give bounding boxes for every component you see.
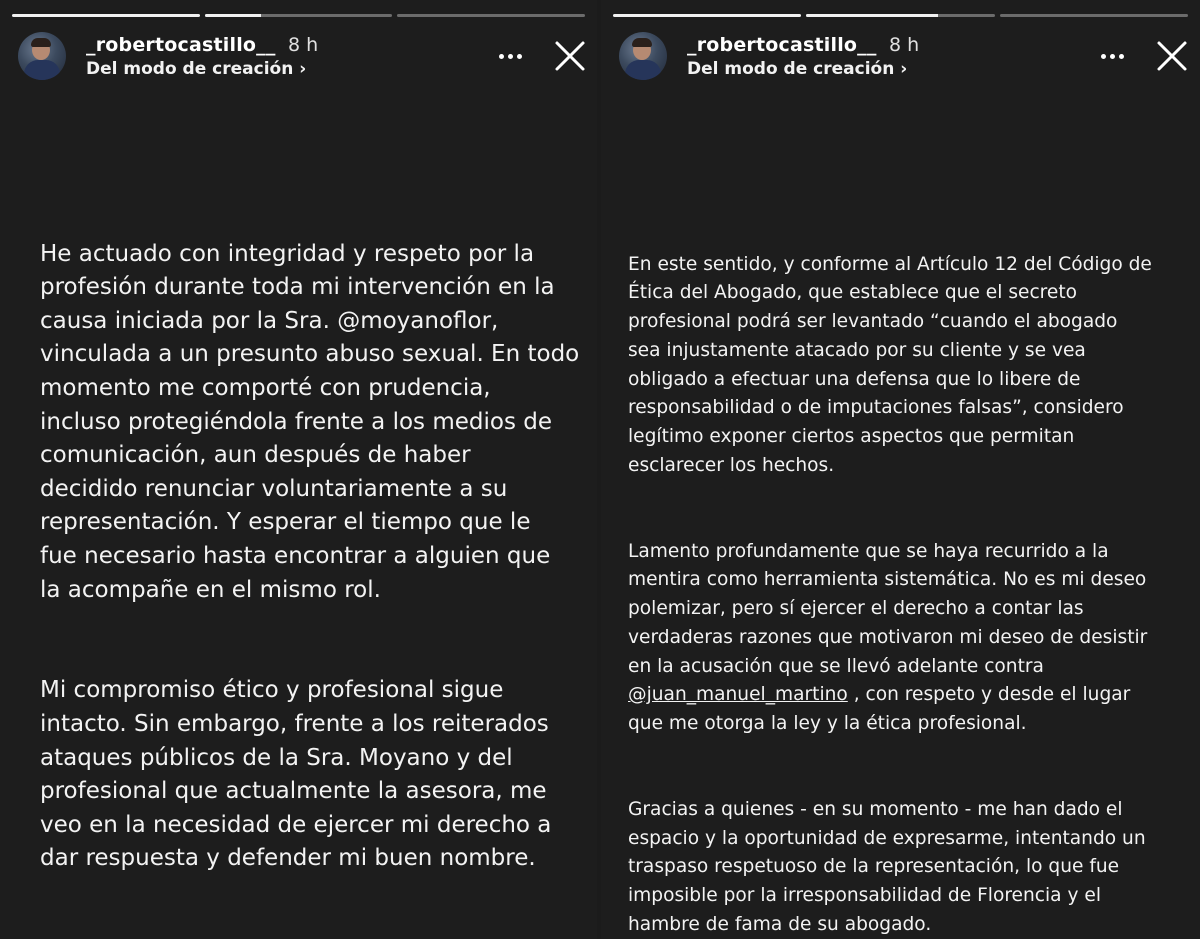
- paragraph: Mi compromiso ético y profesional sigue intacto. Sin embargo, frente a los reiterados ataques públicos de la Sra. Moyano y del profesional que actualmente la asesora, me veo en la necesidad de ejercer mi derecho a dar respuesta y defender mi buen nombre.: [40, 677, 552, 872]
- paragraph: [628, 538, 1193, 739]
- story-text: [40, 204, 580, 909]
- story-text: [628, 222, 1193, 939]
- story-progress-bar: [613, 14, 1188, 17]
- post-time: 8 h: [288, 34, 319, 56]
- paragraph: En este sentido, y conforme al Artículo 12 del Código de Ética del Abogado, que establece que el secreto profesional podrá ser levantado “cuando el abogado sea injustamente atacado por su cliente y se vea obligado a efectuar una defensa que lo libere de responsabilidad o de imputaciones falsas”, considero legítimo exponer ciertos aspectos que permitan esclarecer los hechos.: [628, 253, 1152, 476]
- paragraph: He actuado con integridad y respeto por la profesión durante toda mi intervención en la causa iniciada por la Sra. @moyanoflor, vinculada a un presunto abuso sexual. En todo momento me comporté con prudencia, incluso protegiéndola frente a los medios de comunicación, aun después de haber decidido renunciar voluntariamente a su representación. Y esperar el tiempo que le fue necesario hasta encontrar a alguien que la acompañe en el mismo rol.: [40, 240, 580, 603]
- creation-mode-link[interactable]: Del modo de creación ›: [687, 59, 908, 79]
- paragraph-text: , con respeto y desde el lugar que me otorga la ley y la ética profesional.: [628, 684, 1131, 734]
- paragraph-text: Lamento profundamente que se haya recurrido a la mentira como herramienta sistemática. No es mi deseo polemizar, pero sí ejercer el derecho a contar las verdaderas razones que motivaron mi deseo de desistir en la acusación que se llevó adelante contra: [628, 540, 1148, 677]
- paragraph: Gracias a quienes - en su momento - me han dado el espacio y la oportunidad de expresarme, intentando un traspaso respetuoso de la representación, lo que fue imposible por la irresponsabilidad de Florencia y el hambre de fama de su abogado.: [628, 799, 1146, 935]
- username[interactable]: _robertocastillo__: [86, 34, 276, 56]
- progress-segment: [1000, 14, 1188, 17]
- more-options-icon[interactable]: [1097, 42, 1127, 70]
- close-icon[interactable]: [1154, 38, 1190, 74]
- progress-segment: [12, 14, 200, 17]
- progress-segment: [205, 14, 393, 17]
- progress-segment: [806, 14, 994, 17]
- post-time: 8 h: [889, 34, 920, 56]
- mention-link[interactable]: @juan_manuel_martino: [628, 684, 848, 706]
- creation-mode-link[interactable]: Del modo de creación ›: [86, 59, 307, 79]
- progress-segment: [397, 14, 585, 17]
- story-header: [18, 30, 581, 82]
- story-header: [619, 30, 1184, 82]
- story-progress-bar: [12, 14, 585, 17]
- progress-segment: [613, 14, 801, 17]
- username[interactable]: _robertocastillo__: [687, 34, 877, 56]
- more-options-icon[interactable]: [495, 42, 525, 70]
- profile-avatar[interactable]: [619, 32, 667, 80]
- profile-avatar[interactable]: [18, 32, 66, 80]
- close-icon[interactable]: [552, 38, 588, 74]
